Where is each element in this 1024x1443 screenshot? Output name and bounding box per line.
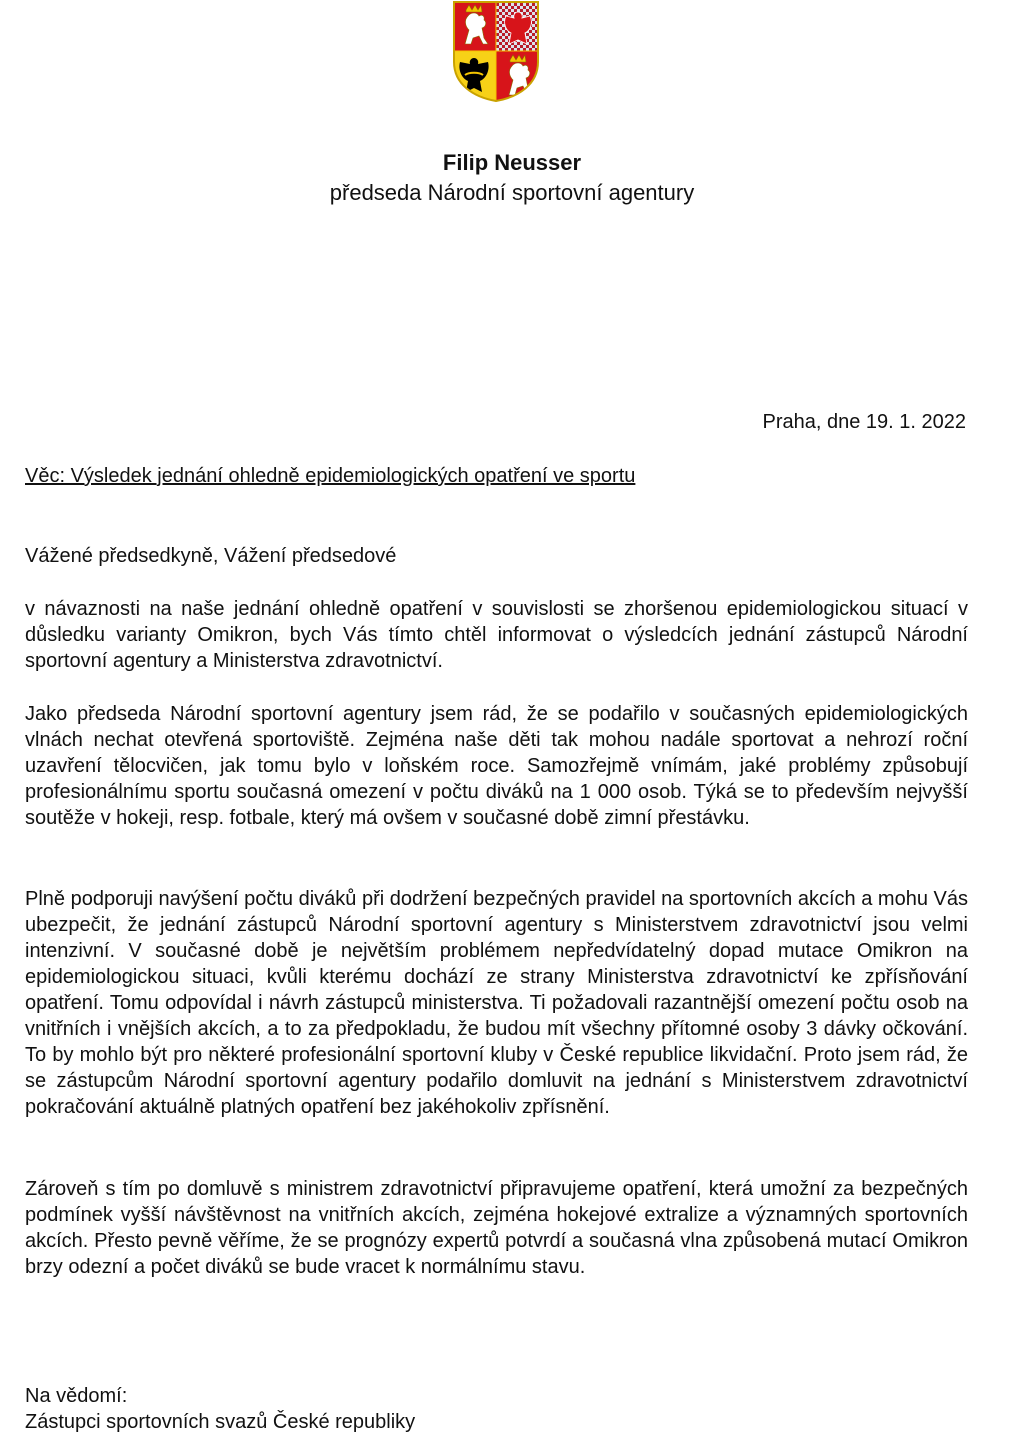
letter-date: Praha, dne 19. 1. 2022 — [762, 411, 966, 433]
notice-block — [25, 1383, 415, 1435]
notice-label: Na vědomí: — [25, 1385, 128, 1407]
author-role: předseda Národní sportovní agentury — [329, 180, 695, 205]
paragraph-1: v návaznosti na naše jednání ohledně opatření v souvislosti se zhoršenou epidemiologickou situací v důsledku varianty Omikron, bych Vás tímto chtěl informovat o výsledcích jednání zástupců Národní sportovní agentury a Ministerstva zdravotnictví. — [25, 598, 968, 672]
letter-subject: Věc: Výsledek jednání ohledně epidemiologických opatření ve sportu — [25, 465, 636, 487]
paragraph-4: Zároveň s tím po domluvě s ministrem zdravotnictví připravujeme opatření, která umožní za bezpečných podmínek vyšší návštěvnost na vnitřních akcích, zejména hokejové extralize a významných sportovních akcích. Přesto pevně věříme, že se prognózy expertů potvrdí a současná vlna způsobená mutací Omikron brzy odezní a počet diváků se bude vracet k normálnímu stavu. — [25, 1178, 968, 1278]
czech-state-emblem — [451, 0, 541, 102]
author-name: Filip Neusser — [442, 150, 582, 175]
paragraph-2: Jako předseda Národní sportovní agentury jsem rád, že se podařilo v současných epidemiologických vlnách nechat otevřená sportoviště. Zejména naše děti tak mohou nadále sportovat a nehrozí roční uzavření tělocvičen, jak tomu bylo v loňském roce. Samozřejmě vnímám, jaké problémy způsobují profesionálnímu sportu současná omezení v počtu diváků na 1 000 osob. Týká se to především nejvyšší soutěže v hokeji, resp. fotbale, který má ovšem v současné době zimní přestávku. — [25, 703, 968, 829]
letter-salutation: Vážené předsedkyně, Vážení předsedové — [25, 545, 397, 567]
notice-recipient: Zástupci sportovních svazů České republiky — [25, 1411, 416, 1433]
letterhead — [0, 148, 1024, 208]
paragraph-3: Plně podporuji navýšení počtu diváků při dodržení bezpečných pravidel na sportovních akcích a mohu Vás ubezpečit, že jednání zástupců Národní sportovní agentury s Ministerstvem zdravotnictví jsou velmi intenzivní. V současné době je největším problémem nepředvídatelný dopad mutace Omikron na epidemiologickou situaci, kvůli kterému dochází ze strany Ministerstva zdravotnictví ke zpřísňování opatření. Tomu odpovídal i návrh zástupců ministerstva. Ti požadovali razantnější omezení počtu osob na vnitřních i vnějších akcích, a to za předpokladu, že budou mít všechny přítomné osoby 3 dávky očkování. To by mohlo být pro některé profesionální sportovní kluby v České republice likvidační. Proto jsem rád, že se zástupcům Národní sportovní agentury podařilo domluvit na jednání s Ministerstvem zdravotnictví pokračování aktuálně platných opatření bez jakéhokoliv zpřísnění. — [25, 888, 968, 1118]
